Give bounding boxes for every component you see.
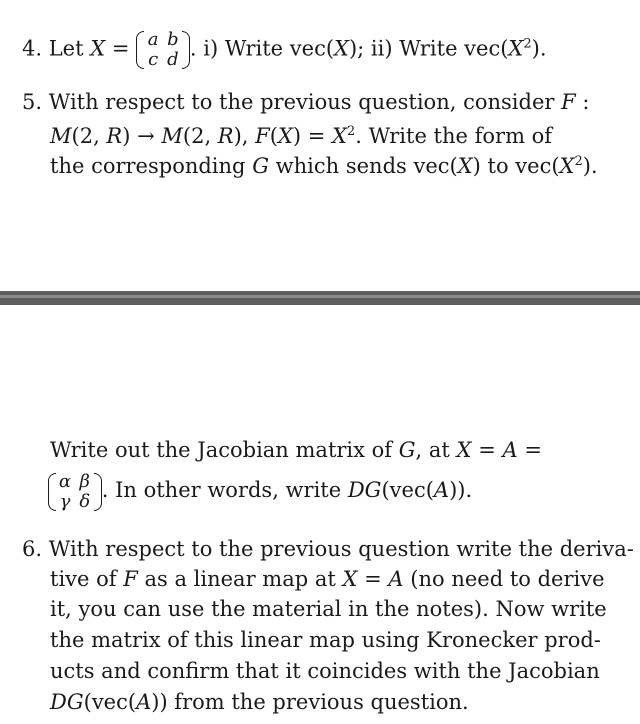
text: , at [415,438,450,462]
matrix-entry: β [79,470,90,492]
question-5-line-2 [50,119,552,149]
question-number: 5. [22,90,43,114]
text: ) → [122,124,162,148]
superscript: 2 [346,124,356,139]
equals-sign: = [111,36,130,61]
math-var: X [334,36,349,61]
text: tive of [50,567,117,591]
text: . In other words, write [101,478,342,502]
text: : [582,90,590,114]
math-var: F [561,90,576,114]
text: (vec( [83,690,137,714]
text: (no need to derive [410,567,605,591]
question-5-line-1 [22,89,589,115]
math-var: DG [347,478,382,502]
matrix-entry: α [58,470,72,492]
question-number: 6. [22,537,43,561]
math-var: X [508,36,524,61]
text: ( [269,124,278,148]
text: With respect to the previous question, consider [48,90,555,114]
matrix-entry: a [147,29,159,50]
text: (2, [71,124,107,148]
text: . Write the form of [355,124,553,148]
matrix-entry: c [148,49,159,70]
matrix-entry: δ [79,490,91,512]
superscript: 2 [574,154,583,169]
text: (2, [182,124,218,148]
question-5-line-3 [50,149,598,179]
text: ) to vec( [472,154,560,178]
question-6-line-2 [50,566,605,592]
text: )) from the previous question. [151,690,469,714]
math-var: A [136,690,152,714]
math-var: X [277,124,293,148]
question-4 [22,30,547,70]
text: ), [233,124,256,148]
text: which sends vec( [275,154,458,178]
math-var: F [255,124,270,148]
text: the matrix of this linear map using Kronecker prod- [50,628,601,652]
math-var: A [433,478,450,502]
math-var: DG [50,690,84,714]
separator-highlight [0,295,640,298]
math-var: G [398,438,416,462]
math-var: R [217,124,234,148]
text: ucts and confirm that it coincides with the Jacobian [50,659,600,683]
text: the corresponding [50,154,246,178]
math-var: F [123,567,138,591]
question-number: 4. [22,36,43,61]
math-var: X [559,154,575,178]
question-6-line-1 [22,536,634,562]
text: it, you can use the material in the notes). Now write [50,597,607,621]
math-var: A [388,567,404,591]
text: ). [531,36,547,61]
matrix-alpha-beta [48,472,102,512]
text: Let [48,36,84,61]
question-6-line-3 [50,596,607,622]
matrix-entry: γ [59,490,71,512]
text: ). [582,154,598,178]
text: as a linear map at [144,567,336,591]
question-6-line-5 [50,658,600,684]
question-6-line-6 [50,689,469,715]
math-var: R [106,124,123,148]
continuation-line-1 [50,437,542,463]
text: With respect to the previous question write the deriva- [48,537,634,561]
math-var: X [342,567,358,591]
matrix-entry: b [167,29,179,50]
equals-sign: = [364,567,382,591]
text: Write out the Jacobian matrix of [50,438,393,462]
math-var: M [50,124,72,148]
equals-sign: = [478,438,496,462]
text: (vec( [381,478,434,502]
math-var: X [90,36,106,61]
text: )). [449,478,473,502]
continuation-line-2 [48,470,472,512]
text: ); ii) Write vec( [348,36,509,61]
math-var: X [456,438,472,462]
matrix-entry: d [167,49,179,70]
math-var: M [161,124,183,148]
page-separator [0,291,640,305]
text: ) = [292,124,333,148]
math-var: X [332,124,347,148]
question-6-line-4 [50,627,601,653]
matrix-abcd [136,30,190,70]
math-var: A [502,438,518,462]
text: . i) Write vec( [189,36,335,61]
equals-sign: = [524,438,542,462]
math-var: G [252,154,269,178]
superscript: 2 [523,36,532,52]
math-var: X [457,154,473,178]
